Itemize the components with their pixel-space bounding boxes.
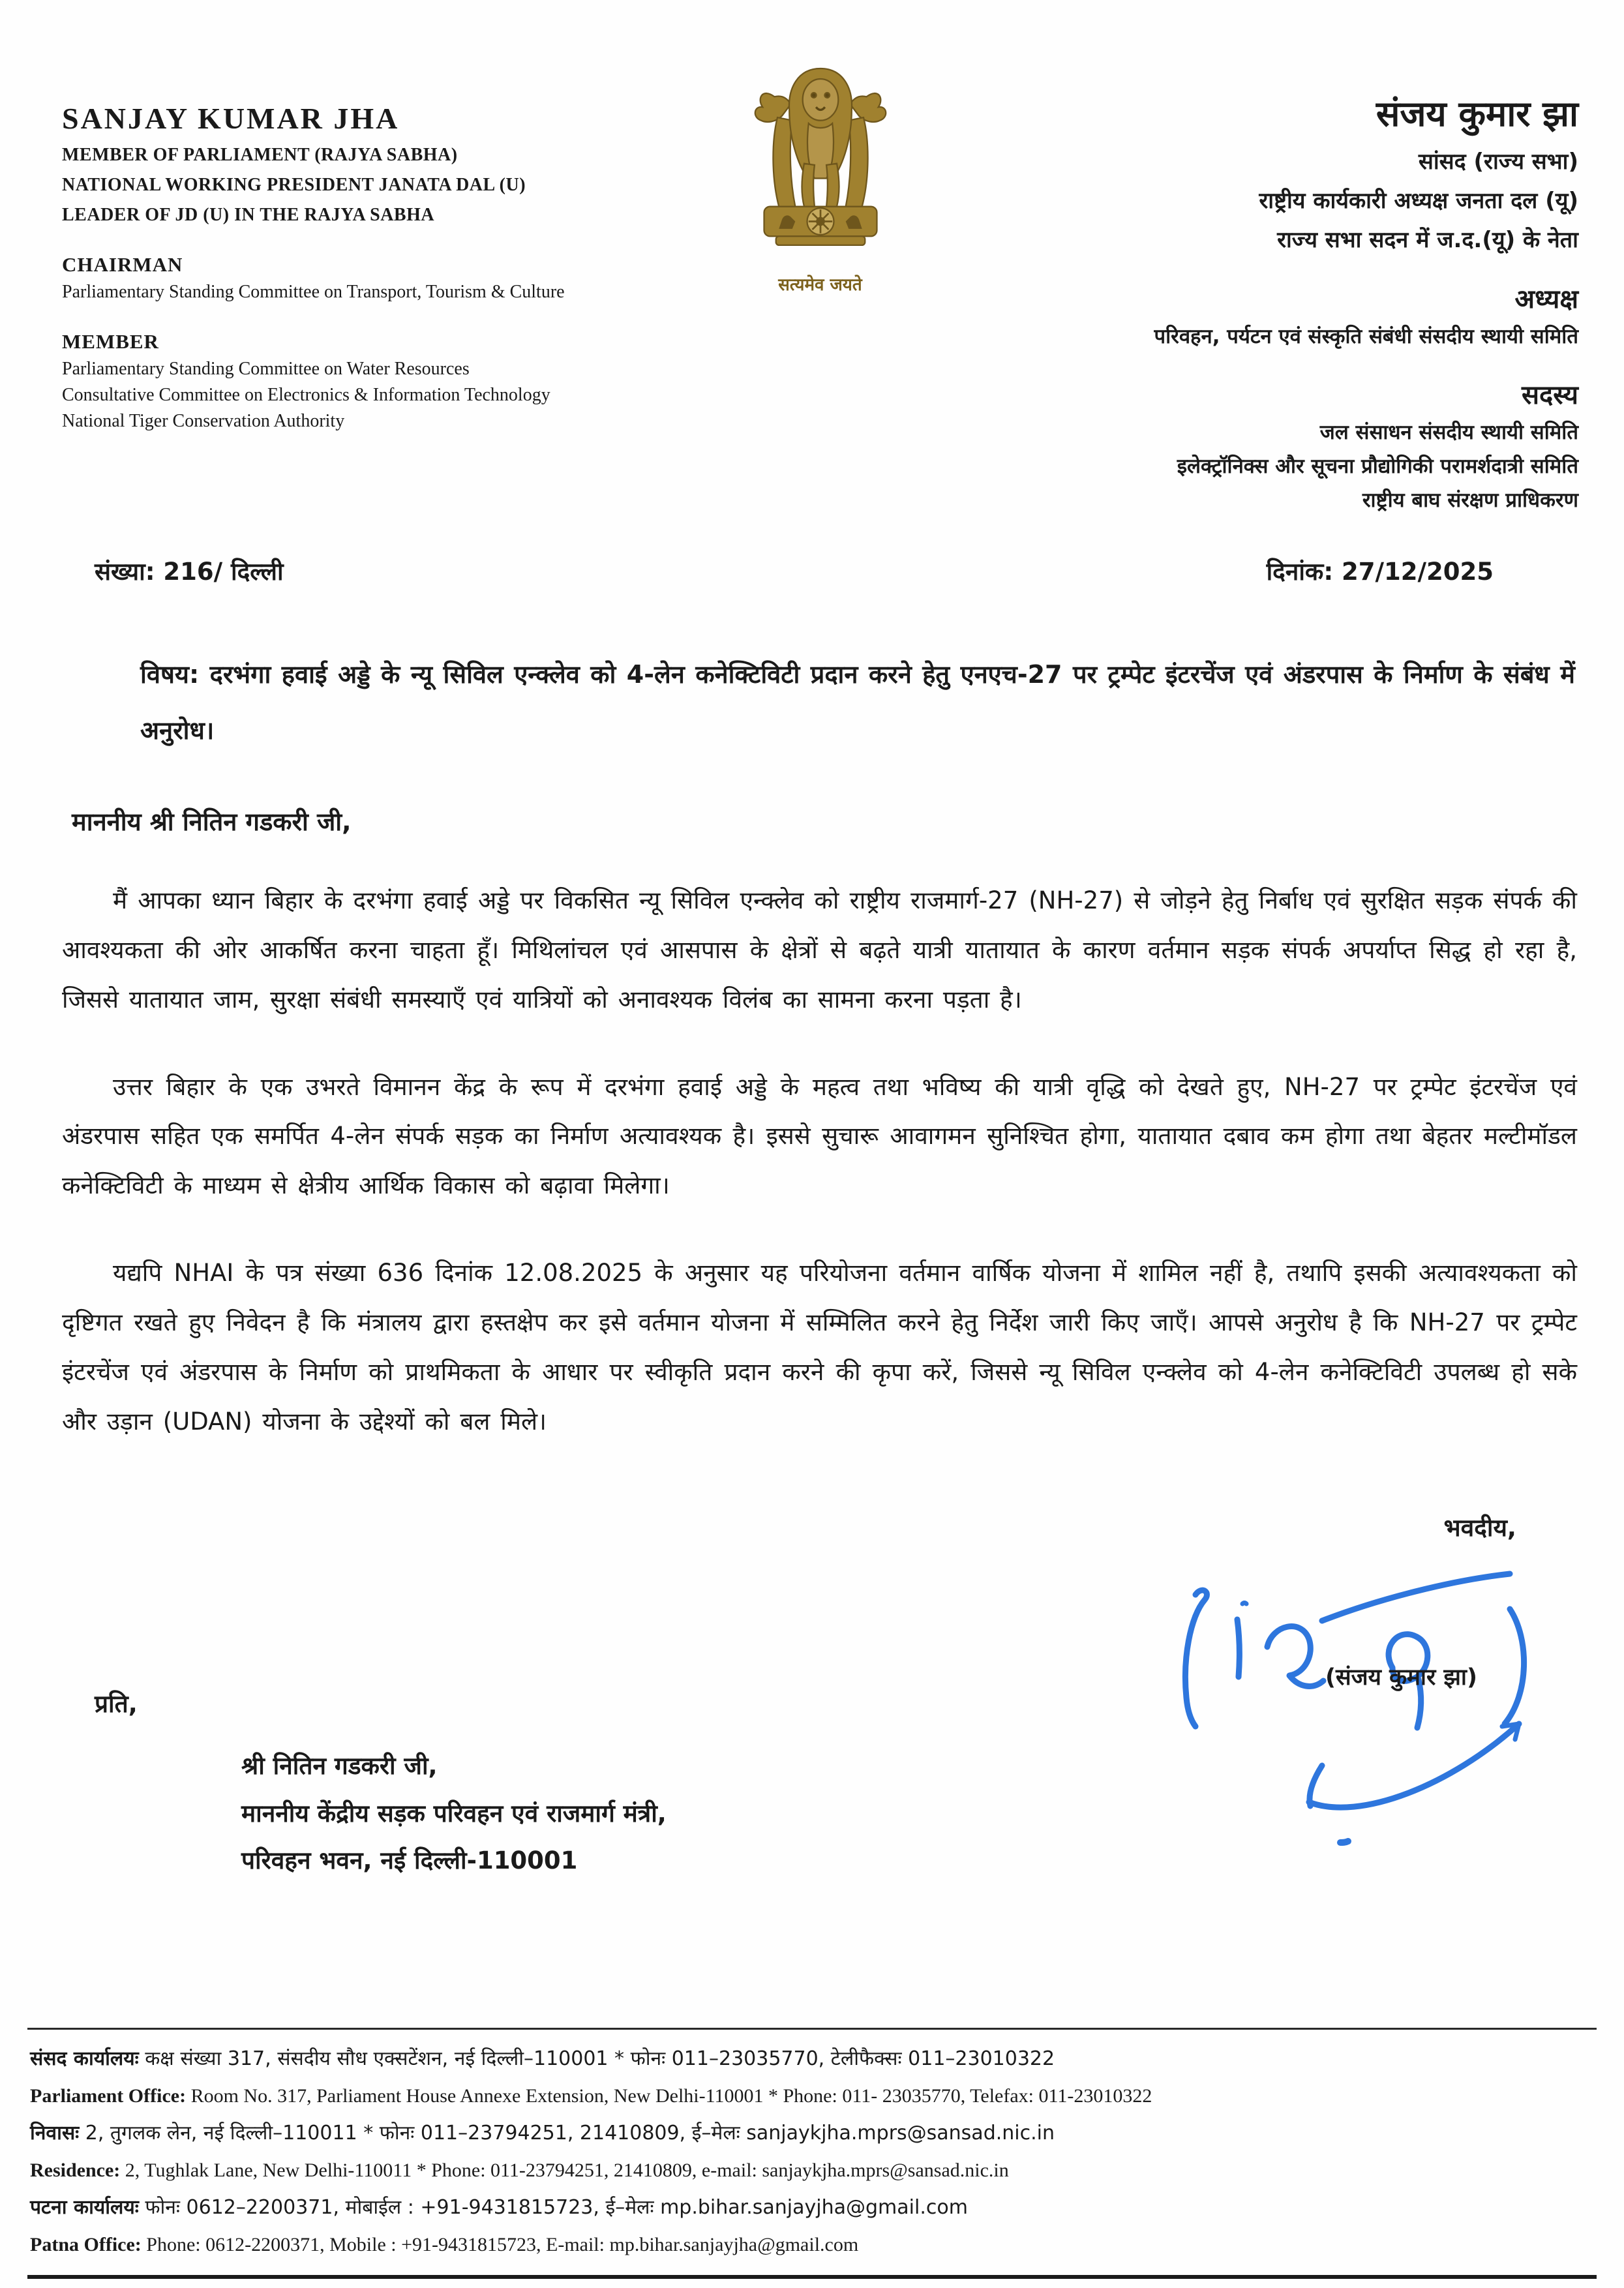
emblem-motto: सत्यमेव जयते	[778, 275, 862, 295]
footer-text: कक्ष संख्या 317, संसदीय सौध एक्सटेंशन, नई दिल्ली–110001 * फोनः 011–23035770, टेलीफैक्सः 011–23010322	[138, 2047, 1055, 2070]
letterhead-left-english	[62, 52, 713, 432]
sender-title-1: MEMBER OF PARLIAMENT (RAJYA SABHA)	[62, 145, 458, 165]
sender-name-english: SANJAY KUMAR JHA	[62, 102, 400, 135]
member-committee-hindi-3: राष्ट्रीय बाघ संरक्षण प्राधिकरण	[1362, 489, 1578, 512]
letterhead-right-hindi	[928, 52, 1579, 513]
member-committee-english-2: Consultative Committee on Electronics & Information Technology	[62, 385, 550, 405]
signatory-name: (संजय कुमार झा)	[1325, 1664, 1477, 1691]
sender-title-hindi-3: राज्य सभा सदन में ज.द.(यू) के नेता	[1277, 227, 1578, 253]
footer-label: संसद कार्यालयः	[30, 2047, 139, 2070]
footer-label: निवासः	[30, 2122, 80, 2145]
salutation: माननीय श्री नितिन गडकरी जी,	[72, 807, 352, 836]
footer-parliament-office-english	[30, 2077, 1594, 2115]
letterhead	[0, 0, 1624, 513]
letter-date: दिनांक: 27/12/2025	[1266, 558, 1494, 586]
member-committee-english-1: Parliamentary Standing Committee on Water Resources	[62, 359, 470, 379]
member-label-english: MEMBER	[62, 330, 159, 353]
copy-to-line-3: परिवहन भवन, नई दिल्ली-110001	[241, 1846, 578, 1874]
sender-title-hindi-2: राष्ट्रीय कार्यकारी अध्यक्ष जनता दल (यू)	[1259, 188, 1578, 214]
chairman-label-hindi: अध्यक्ष	[1514, 284, 1578, 314]
letterhead-center	[713, 52, 928, 295]
copy-to-line-2: माननीय केंद्रीय सड़क परिवहन एवं राजमार्ग मंत्री,	[241, 1799, 667, 1828]
footer-text: Phone: 0612-2200371, Mobile : +91-9431815723, E-mail: mp.bihar.sanjayjha@gmail.com	[141, 2234, 859, 2255]
footer-label: Residence:	[30, 2160, 121, 2181]
footer-patna-office-english	[30, 2226, 1594, 2263]
sender-title-2: NATIONAL WORKING PRESIDENT JANATA DAL (U)	[62, 175, 526, 195]
copy-to-label: प्रति,	[95, 1690, 138, 1719]
footer-label: पटना कार्यालयः	[30, 2196, 139, 2219]
member-label-hindi: सदस्य	[1521, 380, 1578, 410]
footer-patna-office-hindi	[30, 2189, 1594, 2226]
valediction: भवदीय,	[1443, 1514, 1516, 1543]
footer-label: Patna Office:	[30, 2234, 142, 2255]
body-paragraph-1: मैं आपका ध्यान बिहार के दरभंगा हवाई अड्डे पर विकसित न्यू सिविल एन्क्लेव को राष्ट्रीय राजमार्ग-27 (NH-27) से जोड़ने हेतु निर्बाध एवं सुरक्षित सड़क संपर्क की आवश्यकता की ओर आकर्षित करना चाहता हूँ। मिथिलांचल एवं आसपास के क्षेत्रों से बढ़ते यात्री यातायात के कारण वर्तमान सड़क संपर्क अपर्याप्त सिद्ध हो रहा है, जिससे यातायात जाम, सुरक्षा संबंधी समस्याएँ एवं यात्रियों को अनावश्यक विलंब का सामना करना पड़ता है।	[62, 886, 1577, 1014]
subject-line: विषय: दरभंगा हवाई अड्डे के न्यू सिविल एन्क्लेव को 4-लेन कनेक्टिविटी प्रदान करने हेतु एनएच-27 पर ट्रम्पेट इंटरचेंज एवं अंडरपास के निर्माण के संबंध में अनुरोध।	[140, 660, 1575, 745]
sender-title-hindi-1: सांसद (राज्य सभा)	[1418, 149, 1578, 175]
footer-residence-hindi	[30, 2115, 1594, 2152]
footer-text: 2, Tughlak Lane, New Delhi-110011 * Phone: 011-23794251, 21410809, e-mail: sanjaykjha.mprs@sansad.nic.in	[120, 2160, 1009, 2181]
chairman-committee-english: Parliamentary Standing Committee on Transport, Tourism & Culture	[62, 282, 565, 302]
sender-title-3: LEADER OF JD (U) IN THE RAJYA SABHA	[62, 205, 435, 225]
footer-label: Parliament Office:	[30, 2085, 187, 2107]
national-emblem-icon	[745, 52, 895, 267]
footer-contact-block	[27, 2028, 1597, 2279]
footer-text: Room No. 317, Parliament House Annexe Extension, New Delhi-110001 * Phone: 011- 23035770, Telefax: 011-23010322	[186, 2085, 1152, 2107]
sender-name-hindi: संजय कुमार झा	[1376, 93, 1578, 134]
body-paragraph-3: यद्यपि NHAI के पत्र संख्या 636 दिनांक 12.08.2025 के अनुसार यह परियोजना वर्तमान वार्षिक योजना में शामिल नहीं है, तथापि इसकी अत्यावश्यकता को दृष्टिगत रखते हुए निवेदन है कि मंत्रालय द्वारा हस्तक्षेप कर इसे वर्तमान योजना में सम्मिलित करने हेतु निर्देश जारी किए जाएँ। आपसे अनुरोध है कि NH-27 पर ट्रम्पेट इंटरचेंज एवं अंडरपास के निर्माण को प्राथमिकता के आधार पर स्वीकृति प्रदान करने की कृपा करें, जिससे न्यू सिविल एन्क्लेव को 4-लेन कनेक्टिविटी उपलब्ध हो सके और उड़ान (UDAN) योजना के उद्देश्यों को बल मिले।	[62, 1259, 1577, 1436]
member-committee-english-3: National Tiger Conservation Authority	[62, 411, 345, 431]
closing-section	[0, 1446, 1624, 1942]
footer-text: फोनः 0612–2200371, मोबाईल : +91-9431815723, ई–मेलः mp.bihar.sanjayjha@gmail.com	[138, 2196, 968, 2219]
footer-residence-english	[30, 2152, 1594, 2189]
chairman-committee-hindi: परिवहन, पर्यटन एवं संस्कृति संबंधी संसदीय स्थायी समिति	[1154, 325, 1578, 348]
letter-number: संख्या: 216/ दिल्ली	[95, 558, 284, 586]
footer-parliament-office-hindi	[30, 2040, 1594, 2077]
copy-to-block	[241, 1743, 667, 1884]
reference-row	[95, 554, 1494, 587]
handwritten-signature	[1145, 1570, 1562, 1857]
copy-to-line-1: श्री नितिन गडकरी जी,	[241, 1752, 438, 1781]
footer-text: 2, तुगलक लेन, नई दिल्ली–110011 * फोनः 011–23794251, 21410809, ई–मेलः sanjaykjha.mprs@sansad.nic.in	[79, 2122, 1055, 2145]
member-committee-hindi-1: जल संसाधन संसदीय स्थायी समिति	[1319, 421, 1578, 444]
member-committee-hindi-2: इलेक्ट्रॉनिक्स और सूचना प्रौद्योगिकी परामर्शदात्री समिति	[1177, 455, 1578, 478]
chairman-label-english: CHAIRMAN	[62, 253, 183, 276]
body-paragraph-2: उत्तर बिहार के एक उभरते विमानन केंद्र के रूप में दरभंगा हवाई अड्डे के महत्व तथा भविष्य की यात्री वृद्धि को देखते हुए, NH-27 पर ट्रम्पेट इंटरचेंज एवं अंडरपास सहित एक समर्पित 4-लेन संपर्क सड़क का निर्माण अत्यावश्यक है। इससे सुचारू आवागमन सुनिश्चित होगा, यातायात दबाव कम होगा तथा बेहतर मल्टीमॉडल कनेक्टिविटी के माध्यम से क्षेत्रीय आर्थिक विकास को बढ़ावा मिलेगा।	[62, 1072, 1577, 1200]
